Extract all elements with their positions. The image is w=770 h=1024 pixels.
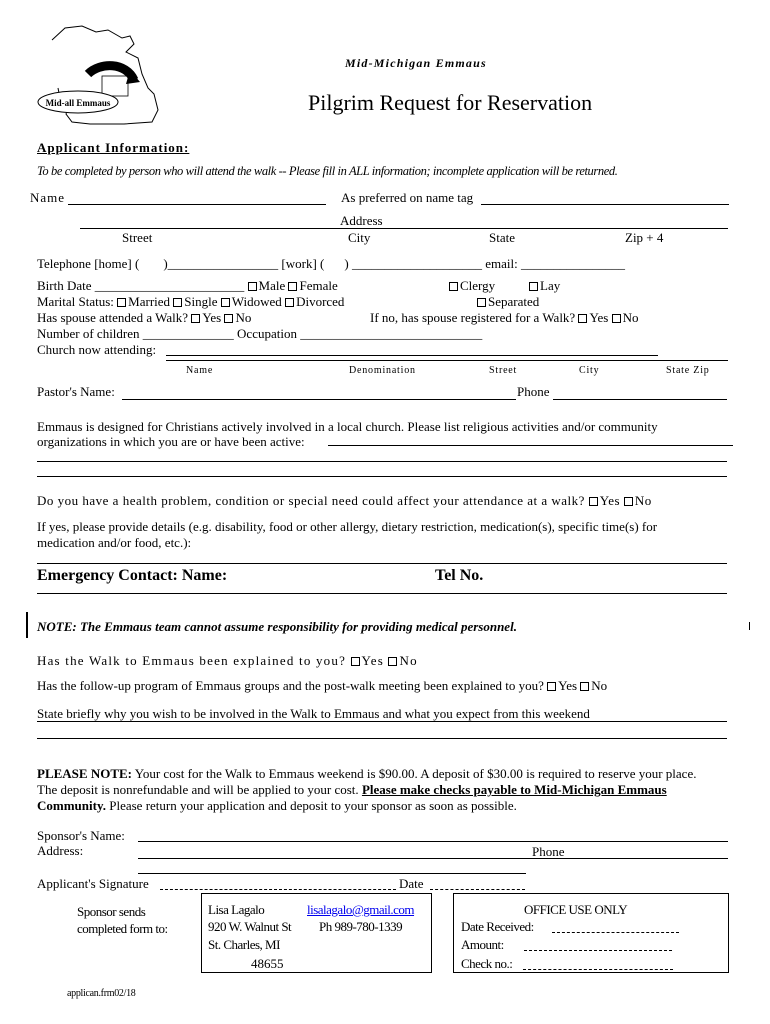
email-label: ) ____________________ email: ________________ (344, 256, 625, 271)
cost-checks: Please make checks payable to Mid-Michigan Emmaus (361, 782, 667, 797)
occupation-label: Occupation ____________________________ (237, 326, 483, 341)
widowed-label: Widowed (231, 294, 282, 309)
sponsor-sends (77, 903, 168, 937)
office-date-line[interactable] (552, 932, 679, 933)
health-row (37, 493, 652, 509)
church-line-1[interactable] (166, 355, 658, 356)
office-date-label: Date Received: (461, 919, 534, 934)
church-label: Church now attending: (37, 342, 157, 357)
spouse-walk-yes-checkbox[interactable] (191, 314, 200, 323)
contact-zip: 48655 (251, 956, 284, 971)
cost-lead: PLEASE NOTE: (37, 766, 132, 781)
date-line[interactable] (430, 889, 525, 890)
note-marker (749, 622, 750, 630)
why-line-2[interactable] (37, 738, 727, 739)
walk-explained-row (37, 653, 418, 669)
state-label: State (489, 230, 515, 245)
address-line[interactable] (80, 228, 728, 229)
why-label: State briefly why you wish to be involved in the Walk to Emmaus and what you expect from this weekend (37, 706, 590, 721)
yes-label: Yes (558, 678, 578, 693)
address-label: Address (340, 213, 383, 228)
no-label: No (399, 653, 418, 668)
office-amount-label: Amount: (461, 937, 504, 952)
activities-line-2[interactable] (37, 461, 727, 462)
spouse-registered-row (370, 310, 639, 326)
spouse-walk-row (37, 310, 251, 326)
clergy-option (449, 278, 495, 294)
health-line[interactable] (37, 563, 727, 564)
yes-label: Yes (202, 310, 222, 325)
spouse-registered-yes-checkbox[interactable] (578, 314, 587, 323)
emergency-label: Emergency Contact: Name: (37, 567, 228, 584)
widowed-checkbox[interactable] (221, 298, 230, 307)
sponsor-address-label: Address: (37, 843, 84, 858)
note-bar (26, 612, 28, 638)
sponsor-sends-line-2: completed form to: (77, 921, 168, 936)
contact-phone: Ph 989-780-1339 (319, 919, 403, 934)
signature-label: Applicant's Signature (37, 876, 149, 891)
separated-option (477, 294, 539, 310)
activities-line-3[interactable] (37, 476, 727, 477)
divorced-checkbox[interactable] (285, 298, 294, 307)
married-checkbox[interactable] (117, 298, 126, 307)
spouse-registered-label: If no, has spouse registered for a Walk? (370, 310, 576, 325)
contact-street: 920 W. Walnut St (208, 919, 292, 934)
health-yes-checkbox[interactable] (589, 497, 598, 506)
yes-label: Yes (361, 653, 385, 668)
office-check-line[interactable] (523, 969, 673, 970)
church-line-2[interactable] (166, 360, 728, 361)
marital-label: Marital Status: (37, 294, 114, 309)
church-col-denomination: Denomination (349, 365, 416, 376)
contact-email-link[interactable]: lisalagalo@gmail.com (307, 902, 415, 917)
separated-checkbox[interactable] (477, 298, 486, 307)
cost-text-1: Your cost for the Walk to Emmaus weekend is $90.00. A deposit of $30.00 is required to reserve your place. The deposit is nonrefundable and will be applied to your cost. (37, 766, 697, 797)
zip-label: Zip + 4 (625, 230, 664, 245)
married-label: Married (128, 294, 171, 309)
logo-text: Mid-all Emmaus (45, 98, 111, 108)
separated-label: Separated (488, 294, 540, 309)
followup-no-checkbox[interactable] (580, 682, 589, 691)
children-label: Number of children ______________ (37, 326, 234, 341)
birth-date-label: Birth Date _______________________ (37, 278, 245, 293)
single-checkbox[interactable] (173, 298, 182, 307)
pastor-label: Pastor's Name: (37, 384, 115, 399)
walk-explained-yes-checkbox[interactable] (351, 657, 360, 666)
pastor-phone-input[interactable] (553, 385, 727, 400)
office-title: OFFICE USE ONLY (524, 902, 628, 917)
date-label: Date (399, 876, 424, 891)
birth-row (37, 278, 338, 294)
emergency-line[interactable] (37, 593, 727, 594)
single-label: Single (184, 294, 218, 309)
female-label: Female (299, 278, 338, 293)
sponsor-sends-line-1: Sponsor sends (77, 904, 146, 919)
name-tag-input[interactable] (481, 190, 729, 205)
page-title: Pilgrim Request for Reservation (308, 90, 593, 115)
lay-option (529, 278, 560, 294)
clergy-label: Clergy (460, 278, 496, 293)
contact-city: St. Charles, MI (208, 937, 280, 952)
contact-name: Lisa Lagalo (208, 902, 265, 917)
logo (30, 18, 170, 130)
no-label: No (235, 310, 252, 325)
spouse-registered-no-checkbox[interactable] (612, 314, 621, 323)
spouse-walk-no-checkbox[interactable] (224, 314, 233, 323)
footer-file: applican.frm02/18 (67, 988, 136, 999)
male-checkbox[interactable] (248, 282, 257, 291)
male-label: Male (258, 278, 286, 293)
yes-label: Yes (599, 493, 621, 508)
sponsor-name-line[interactable] (138, 841, 728, 842)
marital-row (37, 294, 344, 310)
name-tag-label: As preferred on name tag (341, 190, 474, 205)
health-question: Do you have a health problem, condition or special need could affect your attendance at a walk? (37, 493, 585, 508)
no-label: No (622, 310, 639, 325)
why-line-1[interactable] (37, 721, 727, 722)
lay-label: Lay (540, 278, 561, 293)
church-col-street: Street (489, 365, 518, 376)
work-label: )_________________ [work] ( (163, 256, 325, 271)
office-check-label: Check no.: (461, 956, 513, 971)
sponsor-address-line-2[interactable] (138, 873, 526, 874)
sponsor-address-line[interactable] (138, 858, 728, 859)
divorced-label: Divorced (296, 294, 345, 309)
activities-text: Emmaus is designed for Christians actively involved in a local church. Please list religious activities and/or community organizations in which you are or have been active: (37, 419, 658, 449)
walk-explained-label: Has the Walk to Emmaus been explained to you? (37, 653, 347, 668)
applicant-heading: Applicant Information: (37, 140, 190, 155)
spouse-walk-label: Has spouse attended a Walk? (37, 310, 189, 325)
lay-checkbox[interactable] (529, 282, 538, 291)
health-details: If yes, please provide details (e.g. disability, food or other allergy, dietary restriction, medication(s), specific time(s) for medication and/or food, etc.): (37, 519, 658, 550)
followup-yes-checkbox[interactable] (547, 682, 556, 691)
michigan-map-icon (30, 18, 170, 130)
org-name: Mid-Michigan Emmaus (345, 56, 487, 70)
activities-line-1[interactable] (328, 445, 733, 446)
name-label: Name (30, 190, 66, 205)
cost-paragraph (37, 766, 719, 814)
followup-label: Has the follow-up program of Emmaus groups and the post-walk meeting been explained to you? (37, 678, 544, 693)
walk-explained-no-checkbox[interactable] (388, 657, 397, 666)
city-label: City (348, 230, 371, 245)
pastor-input[interactable] (122, 385, 516, 400)
office-amount-line[interactable] (524, 950, 672, 951)
sponsor-name-label: Sponsor's Name: (37, 828, 125, 843)
cost-text-2: Please return your application and deposit to your sponsor as soon as possible. (105, 798, 517, 813)
telephone-label: Telephone [home] ( (37, 256, 140, 271)
health-no-checkbox[interactable] (624, 497, 633, 506)
no-label: No (634, 493, 652, 508)
sponsor-phone-label: Phone (532, 844, 565, 859)
cost-community: Community. (37, 798, 106, 813)
signature-line[interactable] (160, 889, 396, 890)
name-input[interactable] (68, 190, 326, 205)
children-row (37, 326, 482, 342)
church-col-state-zip: State Zip (666, 365, 710, 376)
note-text: NOTE: The Emmaus team cannot assume responsibility for providing medical personnel. (37, 619, 517, 634)
followup-row (37, 678, 607, 694)
emergency-tel-label: Tel No. (435, 567, 484, 584)
clergy-checkbox[interactable] (449, 282, 458, 291)
female-checkbox[interactable] (288, 282, 297, 291)
telephone-row[interactable] (37, 256, 625, 272)
yes-label: Yes (589, 310, 609, 325)
pastor-phone-label: Phone (517, 384, 550, 399)
no-label: No (591, 678, 608, 693)
street-label: Street (122, 230, 153, 245)
church-col-city: City (579, 365, 600, 376)
applicant-instructions: To be completed by person who will attend the walk -- Please fill in ALL information; incomplete application will be returned. (37, 164, 618, 178)
church-col-name: Name (186, 365, 214, 376)
